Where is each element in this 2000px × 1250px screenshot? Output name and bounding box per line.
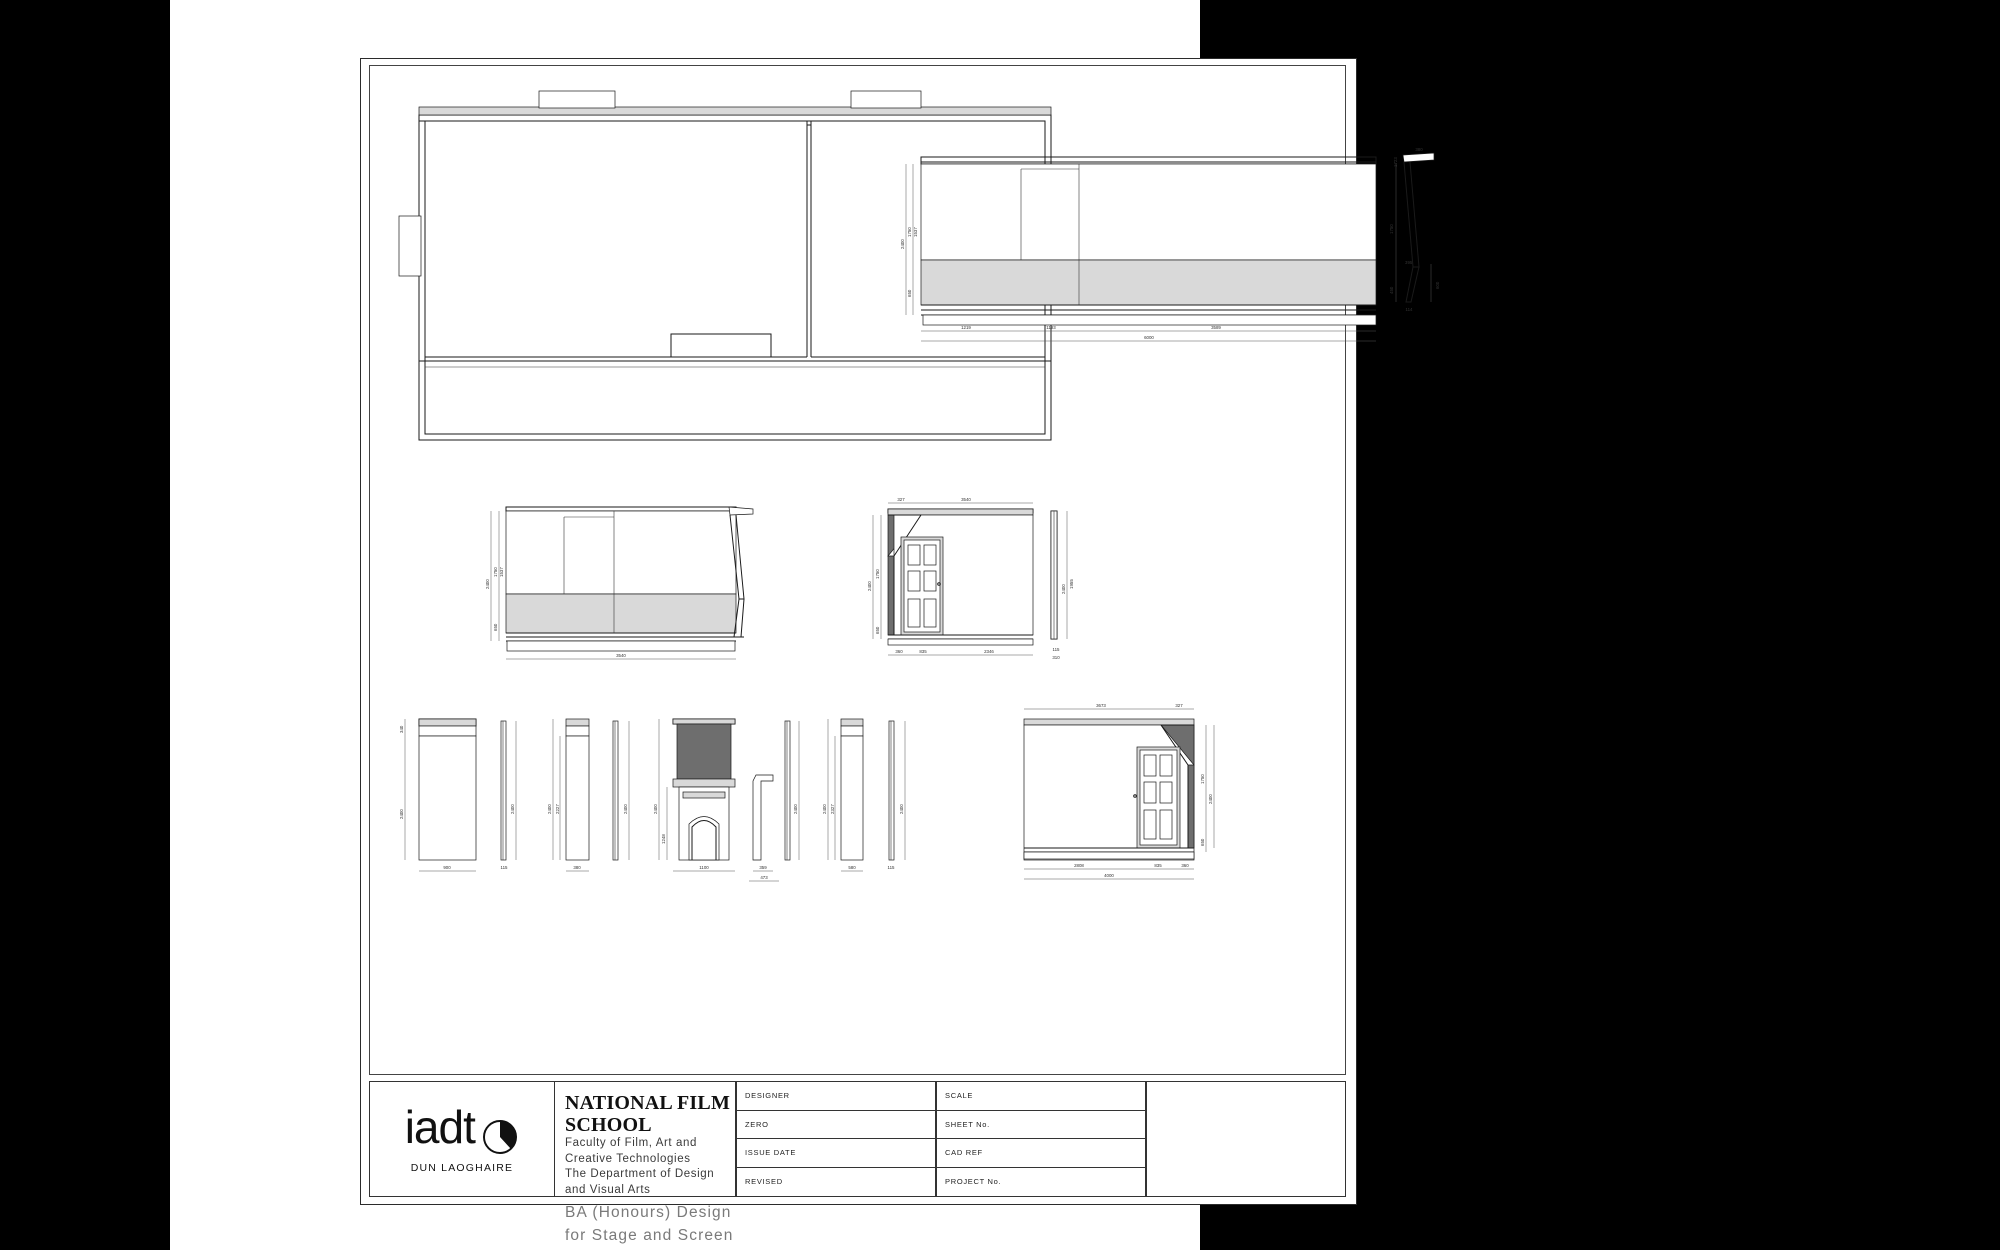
- dim-835: 835: [1154, 863, 1162, 868]
- field-sheet-no: SHEET No.: [937, 1111, 1145, 1140]
- dim-3589: 3589: [1211, 325, 1221, 330]
- dim-900: 900: [443, 865, 451, 870]
- dim-3540: 3540: [961, 497, 971, 502]
- dim-1723: 1723: [1393, 157, 1398, 167]
- dim-395: 395: [1405, 260, 1413, 265]
- dim-6000: 6000: [1144, 335, 1154, 340]
- dim-114: 114: [1405, 307, 1413, 312]
- fields-left-column: [736, 1081, 936, 1197]
- dim-327: 327: [1175, 703, 1183, 708]
- dim-2400: 2400: [547, 804, 552, 814]
- door-wall-side-section-view: [1051, 511, 1074, 660]
- drawing-frame: [360, 58, 1440, 1244]
- cad-drawing-canvas: [361, 59, 1440, 1204]
- dim-2400: 2400: [899, 804, 904, 814]
- dim-115: 115: [887, 865, 895, 870]
- dim-1750: 1750: [875, 569, 880, 579]
- dim-650: 650: [875, 626, 880, 634]
- wide-wall-elevation-with-door-view: [1024, 703, 1214, 879]
- dim-380: 380: [1415, 147, 1423, 152]
- dim-2400: 2400: [822, 804, 827, 814]
- dim-2400: 2400: [1061, 584, 1066, 594]
- dim-2400: 2400: [510, 804, 515, 814]
- short-wall-elevation-view: [485, 507, 736, 659]
- field-revised: REVISED: [745, 1177, 783, 1187]
- dim-4000: 4000: [1104, 873, 1114, 878]
- dim-1955: 1955: [1069, 579, 1074, 589]
- dim-450: 450: [1389, 286, 1394, 294]
- dim-360: 360: [895, 649, 903, 654]
- dim-2346: 2346: [984, 649, 994, 654]
- flat-panel-3-view: [822, 719, 905, 871]
- field-cad-ref: CAD REF: [937, 1139, 1145, 1168]
- dim-2227: 2227: [555, 804, 560, 814]
- dim-1100: 1100: [699, 865, 709, 870]
- dim-310: 310: [1052, 655, 1060, 660]
- school-name: NATIONAL FILM SCHOOL: [565, 1092, 731, 1136]
- dim-2400: 2400: [623, 804, 628, 814]
- dim-3673: 3673: [1096, 703, 1106, 708]
- dim-2400: 2400: [900, 239, 905, 249]
- iadt-circle-icon: [481, 1118, 519, 1161]
- field-scale: SCALE: [937, 1082, 1145, 1111]
- long-wall-elevation-view: [900, 157, 1376, 341]
- dim-580: 580: [848, 865, 856, 870]
- institution-logo: [369, 1081, 555, 1197]
- dim-2400: 2400: [1208, 794, 1213, 804]
- dim-1750: 1750: [493, 567, 498, 577]
- dim-2400: 2400: [485, 579, 490, 589]
- dim-600: 600: [1435, 281, 1440, 289]
- faculty-line-1: Faculty of Film, Art and Creative Technologies: [565, 1137, 697, 1165]
- dim-2327: 2327: [830, 804, 835, 814]
- dim-1248: 1248: [661, 834, 666, 844]
- fields-right-column: [936, 1081, 1146, 1197]
- dim-1219: 1219: [961, 325, 971, 330]
- dim-650: 650: [907, 289, 912, 297]
- flat-panel-1-view: [399, 719, 516, 871]
- fireplace-elevation-view: [653, 719, 799, 881]
- drawing-sheet: [170, 0, 1440, 1250]
- dim-115: 115: [500, 865, 508, 870]
- faculty-line-2: The Department of Design and Visual Arts: [565, 1168, 715, 1196]
- dim-340: 340: [399, 725, 404, 733]
- dim-380: 380: [573, 865, 581, 870]
- dim-360: 360: [1181, 863, 1189, 868]
- dim-1537: 1537: [499, 567, 504, 577]
- course-name: BA (Honours) Design for Stage and Screen: [565, 1204, 734, 1244]
- dim-2400: 2400: [867, 581, 872, 591]
- dim-1750: 1750: [1389, 224, 1394, 234]
- field-project-no: PROJECT No.: [945, 1177, 1002, 1187]
- dim-327: 327: [897, 497, 905, 502]
- dim-115: 115: [1052, 647, 1060, 652]
- dim-2808: 2808: [1074, 863, 1084, 868]
- dim-359: 359: [759, 865, 767, 870]
- flat-panel-2-view: [547, 719, 629, 871]
- logo-wordmark: iadt: [404, 1101, 475, 1154]
- field-issue-date: ISSUE DATE: [737, 1139, 935, 1168]
- dim-1193: 1193: [1046, 325, 1056, 330]
- school-info: [555, 1081, 736, 1244]
- field-designer: DESIGNER: [737, 1082, 935, 1111]
- dim-650: 650: [493, 623, 498, 631]
- section-detail-right-view: [1389, 147, 1440, 312]
- dim-2400: 2400: [653, 804, 658, 814]
- dim-2400: 2400: [793, 804, 798, 814]
- dim-473: 473: [760, 875, 768, 880]
- dim-1750: 1750: [1200, 774, 1205, 784]
- title-block-blank-panel: [1146, 1081, 1346, 1197]
- dim-2400: 2400: [399, 809, 404, 819]
- door-wall-elevation-view: [867, 497, 1033, 655]
- field-zero: ZERO: [737, 1111, 935, 1140]
- dim-1750: 1750: [907, 227, 912, 237]
- logo-subtitle: DUN LAOGHAIRE: [410, 1161, 514, 1174]
- title-block: [369, 1081, 1346, 1244]
- dim-3540: 3540: [616, 653, 626, 658]
- dim-650: 650: [1200, 838, 1205, 846]
- dim-1537: 1537: [913, 227, 918, 237]
- dim-835: 835: [919, 649, 927, 654]
